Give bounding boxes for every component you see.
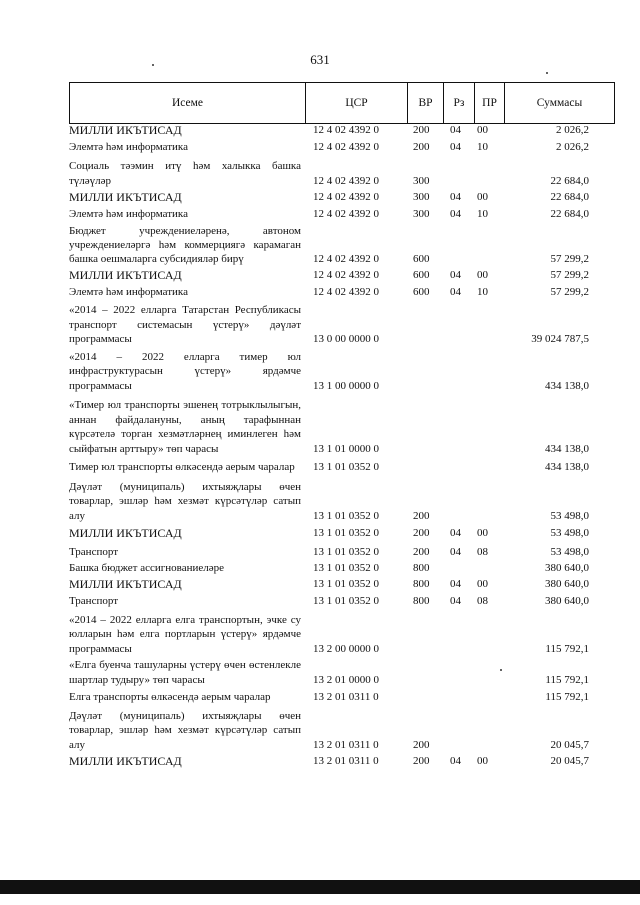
row-csr: 12 4 02 4392 0 [313, 252, 379, 265]
row-pr: 10 [477, 285, 488, 298]
table-row [69, 225, 615, 266]
row-name: МИЛЛИ ИКЪТИСАД [69, 576, 182, 591]
row-sum: 434 138,0 [545, 442, 589, 455]
row-sum: 53 498,0 [550, 527, 589, 540]
row-csr: 12 4 02 4392 0 [313, 124, 379, 136]
row-pr: 10 [477, 207, 488, 220]
row-vr: 800 [413, 577, 430, 590]
row-csr: 13 2 01 0311 0 [313, 755, 379, 768]
table-row [69, 690, 615, 705]
row-vr: 200 [413, 509, 430, 522]
table-row [69, 658, 615, 687]
row-csr: 13 1 01 0352 0 [313, 527, 379, 540]
row-name: МИЛЛИ ИКЪТИСАД [69, 268, 182, 283]
row-csr: 12 4 02 4392 0 [313, 285, 379, 298]
row-vr: 200 [413, 140, 430, 153]
row-sum: 57 299,2 [550, 269, 589, 282]
column-header-csr: ЦСР [305, 83, 407, 123]
row-vr: 600 [413, 269, 430, 282]
table-row [69, 303, 615, 347]
scan-speck [546, 72, 548, 74]
table-header [69, 82, 615, 124]
table-row [69, 159, 615, 188]
row-vr: 200 [413, 755, 430, 768]
row-name: Елга транспорты өлкәсендә аерым чаралар [69, 691, 271, 704]
table-row [69, 577, 615, 592]
row-name: Социаль тәэмин итү һәм халыкка башка түләүләр [69, 160, 301, 187]
row-name: Дәүләт (муниципаль) ихтыяҗлары өчен товарлар, эшләр һәм хезмәт күрсәтүләр сатып алу [69, 709, 301, 751]
row-csr: 13 1 01 0352 0 [313, 509, 379, 522]
row-csr: 13 1 01 0352 0 [313, 562, 379, 575]
page-number: 631 [310, 52, 330, 67]
row-vr: 300 [413, 207, 430, 220]
row-sum: 115 792,1 [545, 673, 589, 686]
row-csr: 13 1 01 0000 0 [313, 442, 379, 455]
row-csr: 13 2 01 0311 0 [313, 738, 379, 751]
row-vr: 200 [413, 545, 430, 558]
scan-speck [500, 669, 502, 671]
table-row [69, 398, 615, 456]
row-rz: 04 [450, 269, 461, 282]
row-csr: 12 4 02 4392 0 [313, 191, 379, 203]
row-rz: 04 [450, 191, 461, 203]
table-row [69, 526, 615, 541]
row-name: МИЛЛИ ИКЪТИСАД [69, 754, 182, 769]
row-sum: 53 498,0 [550, 509, 589, 522]
row-csr: 13 1 01 0352 0 [313, 545, 379, 558]
row-sum: 22 684,0 [550, 207, 589, 220]
row-pr: 08 [477, 545, 488, 558]
row-vr: 200 [413, 738, 430, 751]
row-name: Элемтә һәм информатика [69, 285, 188, 298]
row-name: МИЛЛИ ИКЪТИСАД [69, 190, 182, 204]
table-row [69, 350, 615, 394]
row-name: «2014 – 2022 елларга Татарстан Республикасы транспорт системасын үстерү» дәүләт программасы [69, 304, 301, 346]
table-row [69, 123, 615, 138]
row-name: Элемтә һәм информатика [69, 140, 188, 153]
table-row [69, 561, 615, 576]
row-sum: 53 498,0 [550, 545, 589, 558]
row-vr: 600 [413, 285, 430, 298]
table-row [69, 268, 615, 283]
row-vr: 800 [413, 562, 430, 575]
row-vr: 200 [413, 124, 430, 136]
row-sum: 20 045,7 [550, 755, 589, 768]
table-row [69, 285, 615, 300]
row-csr: 13 1 01 0352 0 [313, 461, 379, 474]
table-row [69, 480, 615, 524]
row-csr: 12 4 02 4392 0 [313, 174, 379, 187]
row-csr: 13 2 01 0311 0 [313, 691, 379, 704]
row-pr: 08 [477, 595, 488, 608]
scan-speck [152, 64, 154, 66]
row-name: Башка бюджет ассигнованиеләре [69, 562, 224, 575]
row-rz: 04 [450, 124, 461, 136]
row-csr: 13 1 01 0352 0 [313, 577, 379, 590]
row-sum: 115 792,1 [545, 691, 589, 704]
row-sum: 22 684,0 [550, 174, 589, 187]
row-name: МИЛЛИ ИКЪТИСАД [69, 123, 182, 137]
row-sum: 57 299,2 [550, 252, 589, 265]
row-rz: 04 [450, 285, 461, 298]
row-vr: 600 [413, 252, 430, 265]
row-name: Транспорт [69, 595, 119, 608]
row-rz: 04 [450, 140, 461, 153]
table-row [69, 460, 615, 475]
row-pr: 00 [477, 577, 488, 590]
row-rz: 04 [450, 577, 461, 590]
column-header-name: Исеме [171, 97, 204, 109]
row-sum: 39 024 787,5 [531, 333, 589, 346]
row-sum: 434 138,0 [545, 379, 589, 392]
row-sum: 2 026,2 [556, 124, 589, 136]
row-name: Бюджет учреждениеләренә, автоном учреждениеләргә һәм коммерциягә карамаган башка оешмаларга субсидияләр бирү [69, 225, 301, 265]
row-name: «Елга буенча ташуларны үстерү өчен өстенлекле шартлар тудыру» төп чарасы [69, 659, 301, 686]
row-name: Дәүләт (муниципаль) ихтыяҗлары өчен товарлар, эшләр һәм хезмәт күрсәтүләр сатып алу [69, 480, 301, 522]
row-csr: 13 0 00 0000 0 [313, 333, 379, 346]
column-header-pr: ПР [474, 83, 504, 123]
table-row [69, 140, 615, 155]
row-csr: 13 1 01 0352 0 [313, 595, 379, 608]
row-vr: 200 [413, 527, 430, 540]
row-pr: 00 [477, 755, 488, 768]
row-sum: 22 684,0 [550, 191, 589, 203]
table-row [69, 754, 615, 769]
row-csr: 12 4 02 4392 0 [313, 207, 379, 220]
row-csr: 13 2 00 0000 0 [313, 642, 379, 655]
row-sum: 380 640,0 [545, 562, 589, 575]
row-pr: 00 [477, 124, 488, 136]
row-csr: 12 4 02 4392 0 [313, 140, 379, 153]
row-sum: 20 045,7 [550, 738, 589, 751]
row-sum: 2 026,2 [556, 140, 589, 153]
row-name: «Тимер юл транспорты эшенең тотрыклылыгын, аннан файдалануны, аның тарафыннан күрсәтелә торган хезмәтләрнең иминлеген һәм сыйфатын арттыру» төп чарасы [69, 399, 301, 455]
row-pr: 10 [477, 140, 488, 153]
row-sum: 380 640,0 [545, 577, 589, 590]
row-sum: 115 792,1 [545, 642, 589, 655]
row-vr: 300 [413, 191, 430, 203]
row-csr: 13 1 00 0000 0 [313, 379, 379, 392]
table-row [69, 594, 615, 609]
row-pr: 00 [477, 527, 488, 540]
row-csr: 12 4 02 4392 0 [313, 269, 379, 282]
table-row [69, 207, 615, 222]
row-sum: 434 138,0 [545, 461, 589, 474]
row-pr: 00 [477, 191, 488, 203]
row-name: «2014 – 2022 елларга тимер юл инфраструктурасын үстерү» ярдәмче программасы [69, 350, 301, 392]
row-rz: 04 [450, 207, 461, 220]
row-pr: 00 [477, 269, 488, 282]
row-rz: 04 [450, 527, 461, 540]
row-sum: 57 299,2 [550, 285, 589, 298]
table-row [69, 190, 615, 205]
row-name: Транспорт [69, 545, 119, 558]
row-vr: 800 [413, 595, 430, 608]
column-header-sum: Суммасы [504, 83, 614, 123]
row-sum: 380 640,0 [545, 595, 589, 608]
scan-border-bottom [0, 880, 640, 894]
column-header-vr: ВР [407, 83, 443, 123]
table-row [69, 709, 615, 753]
row-name: Элемтә һәм информатика [69, 207, 188, 220]
row-rz: 04 [450, 755, 461, 768]
row-name: «2014 – 2022 елларга елга транспортын, эчке су юлларын һәм елга портларын үстерү» ярдәмче программасы [69, 613, 301, 655]
column-header-rz: Рз [443, 83, 474, 123]
row-rz: 04 [450, 595, 461, 608]
row-csr: 13 2 01 0000 0 [313, 673, 379, 686]
row-name: МИЛЛИ ИКЪТИСАД [69, 526, 182, 541]
row-vr: 300 [413, 174, 430, 187]
row-name: Тимер юл транспорты өлкәсендә аерым чаралар [69, 461, 295, 474]
budget-table-body [69, 123, 615, 769]
table-row [69, 613, 615, 657]
row-rz: 04 [450, 545, 461, 558]
table-row [69, 545, 615, 560]
